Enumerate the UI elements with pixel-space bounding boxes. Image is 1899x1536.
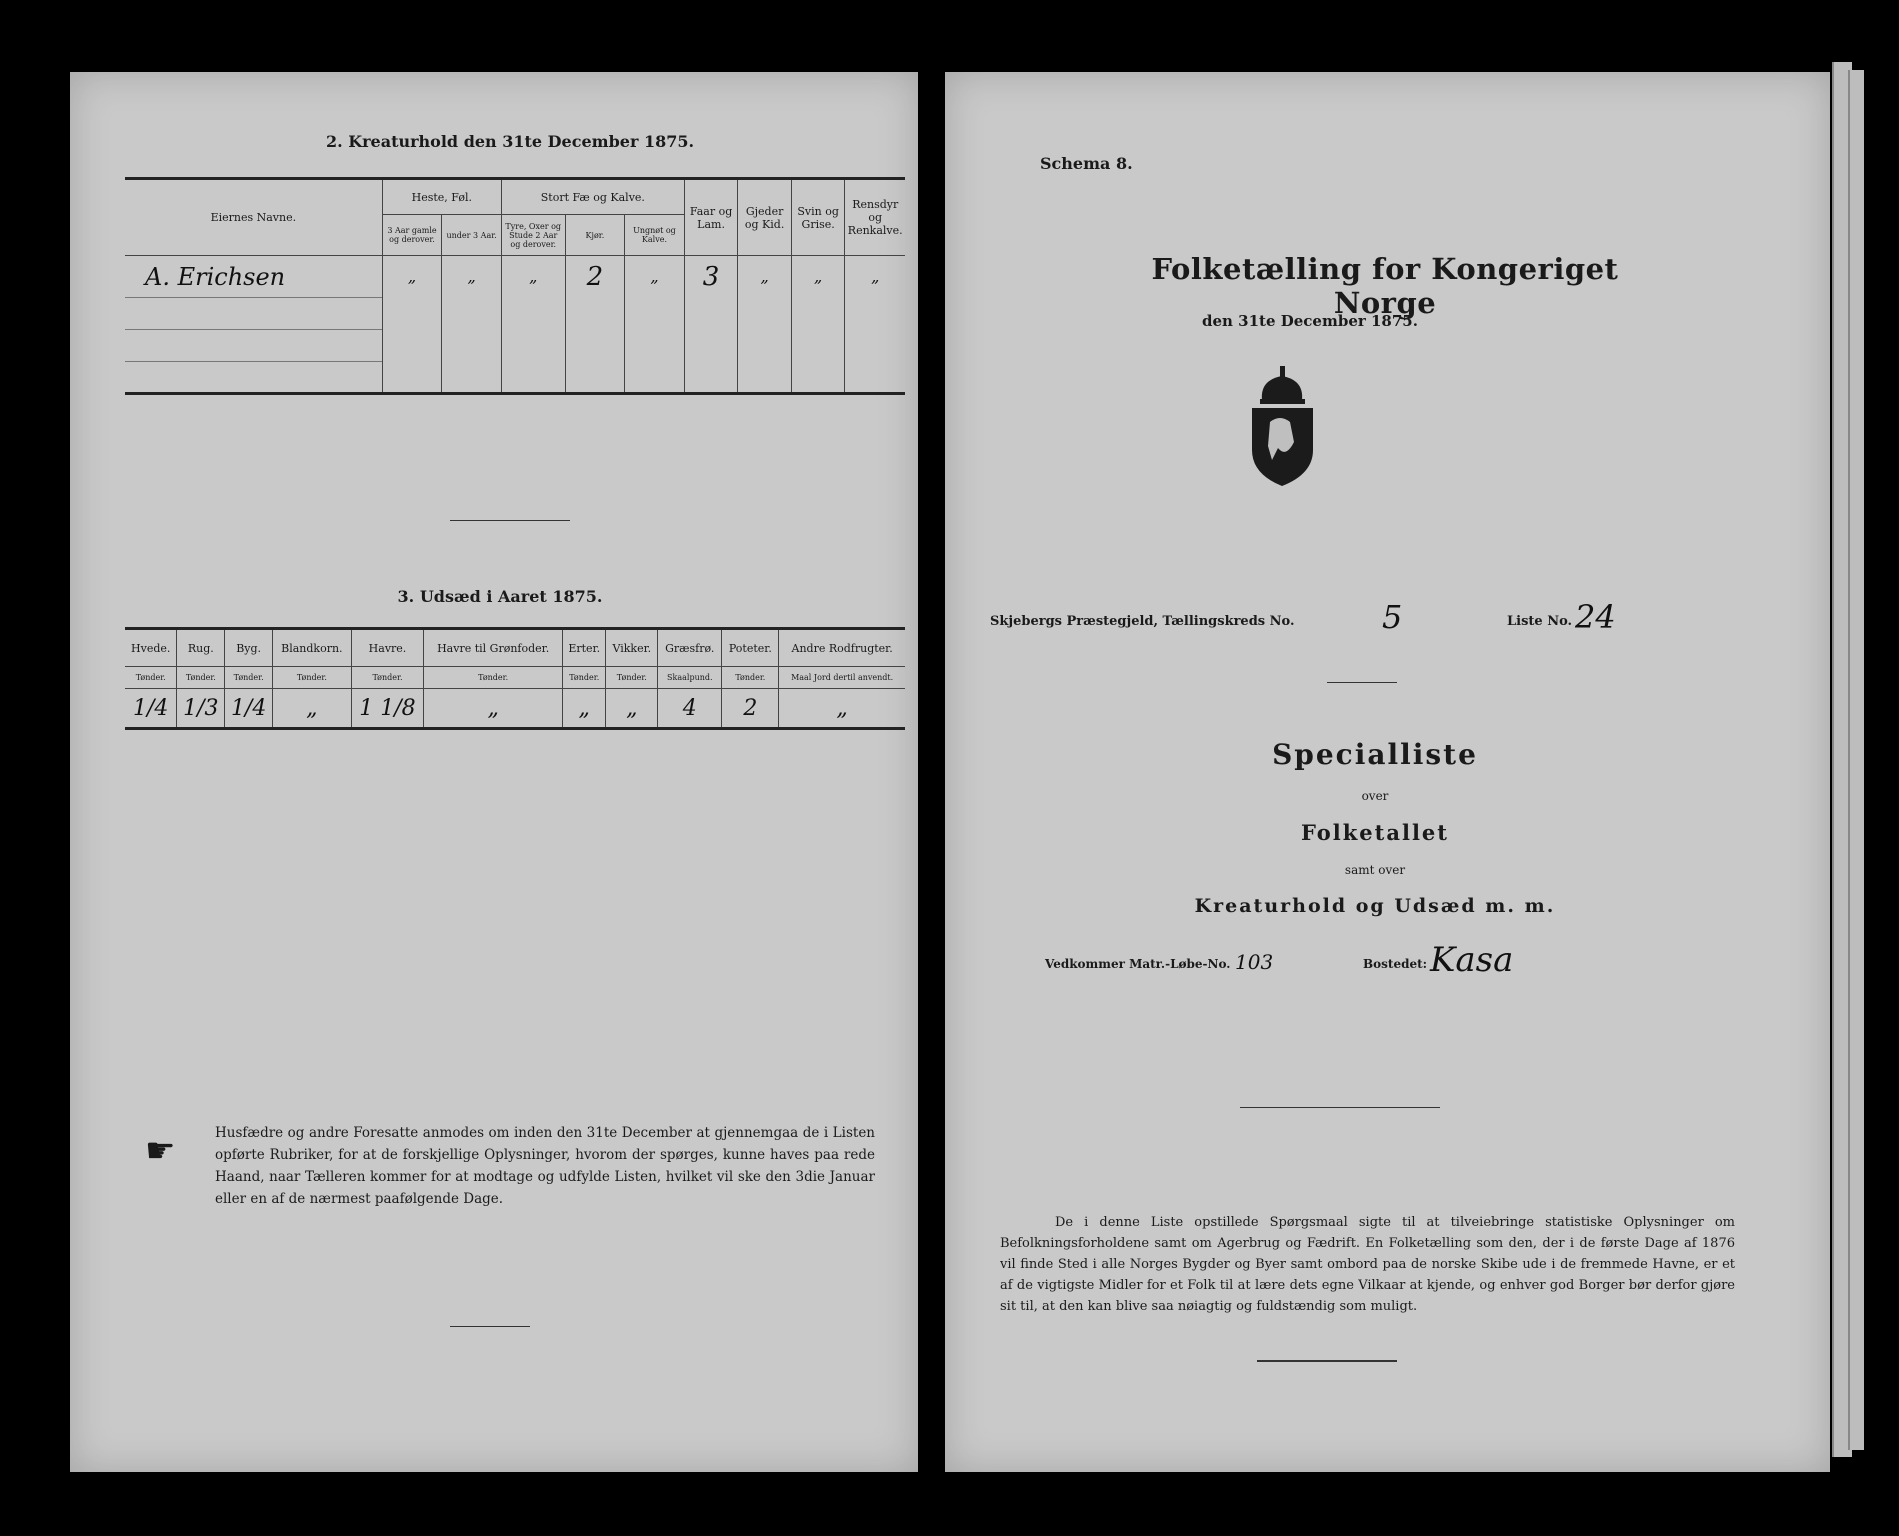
samt-over-label: samt over	[1344, 863, 1406, 877]
table-cell: „	[625, 256, 685, 298]
divider	[450, 520, 570, 521]
divider	[1240, 1107, 1440, 1108]
table-cell: 3	[684, 256, 738, 298]
seed-unit-label: Tønder.	[351, 667, 424, 689]
seed-unit-label: Maal Jord dertil anvendt.	[779, 667, 905, 689]
over-label: over	[1361, 789, 1389, 803]
page-edge	[1848, 70, 1864, 1450]
table-cell: „	[791, 256, 845, 298]
seed-value-cell: „	[606, 689, 658, 729]
horses-sub-header: under 3 Aar.	[442, 215, 502, 256]
seed-column-header: Hvede.	[125, 629, 177, 667]
table-cell: „	[382, 256, 442, 298]
cattle-header: Stort Fæ og Kalve.	[501, 179, 684, 215]
owner-header: Eiernes Navne.	[125, 179, 382, 256]
table-cell: „	[501, 256, 565, 298]
pigs-header: Svin og Grise.	[791, 179, 845, 256]
seed-value-cell: 4	[658, 689, 722, 729]
horses-header: Heste, Føl.	[382, 179, 501, 215]
table-cell: „	[845, 256, 905, 298]
seed-value-cell: „	[273, 689, 352, 729]
seed-value-cell: 1/4	[125, 689, 177, 729]
reindeer-header: Rensdyr og Renkalve.	[845, 179, 905, 256]
seed-column-header: Andre Rodfrugter.	[779, 629, 905, 667]
seed-unit-label: Tønder.	[273, 667, 352, 689]
owner-name: A. Erichsen	[125, 256, 382, 298]
page-subtitle: den 31te December 1875.	[1202, 312, 1418, 330]
seed-column-header: Havre.	[351, 629, 424, 667]
matr-label: Vedkommer Matr.-Løbe-No.	[1045, 957, 1231, 971]
seed-unit-label: Tønder.	[722, 667, 779, 689]
divider	[450, 1326, 530, 1327]
seed-unit-label: Skaalpund.	[658, 667, 722, 689]
goats-header: Gjeder og Kid.	[738, 179, 792, 256]
table-cell: „	[738, 256, 792, 298]
liste-number: 24	[1575, 598, 1616, 636]
seed-unit-label: Tønder.	[177, 667, 225, 689]
sheep-header: Faar og Lam.	[684, 179, 738, 256]
parish-label: Skjebergs Præstegjeld, Tællingskreds No.	[990, 614, 1295, 629]
seed-column-header: Havre til Grønfoder.	[424, 629, 563, 667]
seed-unit-label: Tønder.	[125, 667, 177, 689]
seed-column-header: Byg.	[225, 629, 273, 667]
divider	[1257, 1360, 1397, 1362]
liste-label: Liste No.	[1507, 614, 1573, 629]
left-page	[70, 72, 918, 1472]
divider	[1327, 682, 1397, 683]
coat-of-arms-icon	[1240, 362, 1325, 492]
matr-number: 103	[1235, 950, 1274, 974]
table-cell: „	[442, 256, 502, 298]
seed-value-cell: 1/3	[177, 689, 225, 729]
livestock-table	[125, 177, 905, 398]
kreaturhold-heading: Kreaturhold og Udsæd m. m.	[1194, 895, 1556, 917]
kreds-number: 5	[1382, 598, 1403, 636]
horses-sub-header: 3 Aar gamle og derover.	[382, 215, 442, 256]
seed-unit-label: Tønder.	[225, 667, 273, 689]
right-page	[945, 72, 1830, 1472]
folketallet-heading: Folketallet	[1301, 820, 1449, 845]
cattle-sub-header: Kjør.	[565, 215, 625, 256]
seed-table	[125, 627, 905, 733]
seed-column-header: Rug.	[177, 629, 225, 667]
pointing-hand-icon: ☛	[145, 1131, 176, 1171]
section2-title: 2. Kreaturhold den 31te December 1875.	[325, 132, 695, 151]
specialliste-heading: Specialliste	[1272, 738, 1478, 771]
seed-column-header: Græsfrø.	[658, 629, 722, 667]
seed-unit-label: Tønder.	[424, 667, 563, 689]
seed-column-header: Erter.	[562, 629, 606, 667]
seed-column-header: Vikker.	[606, 629, 658, 667]
bostedet-value: Kasa	[1430, 940, 1514, 980]
seed-value-cell: „	[424, 689, 563, 729]
seed-column-header: Poteter.	[722, 629, 779, 667]
table-cell: 2	[565, 256, 625, 298]
seed-value-cell: „	[779, 689, 905, 729]
section3-title: 3. Udsæd i Aaret 1875.	[397, 587, 603, 606]
bostedet-label: Bostedet:	[1363, 957, 1428, 971]
cattle-sub-header: Ungnøt og Kalve.	[625, 215, 685, 256]
seed-unit-label: Tønder.	[562, 667, 606, 689]
intro-text: De i denne Liste opstillede Spørgsmaal sigte til at tilveiebringe statistiske Oplysninger om Befolkningsforholdene samt om Agerbrug og Fædrift. En Folketælling som den, der i de første Dage af 1876 vil finde Sted i alle Norges Bygder og Byer samt ombord paa de norske Skibe ude i de fremmede Havne, er et af de vigtigste Midler for et Folk til at lære dets egne Vilkaar at kjende, og enhver god Borger bør derfor gjøre sit til, at den kan blive saa nøiagtig og fuldstændig som muligt.	[1000, 1215, 1735, 1314]
seed-column-header: Blandkorn.	[273, 629, 352, 667]
seed-value-cell: 1/4	[225, 689, 273, 729]
seed-value-cell: „	[562, 689, 606, 729]
notice-text: Husfædre og andre Foresatte anmodes om inden den 31te December at gjennemgaa de i Listen opførte Rubriker, for at de forskjellige Oplysninger, hvorom der spørges, kunne haves paa rede Haand, naar Tælleren kommer for at modtage og udfylde Listen, hvilket vil ske den 3die Januar eller en af de nærmest paafølgende Dage.	[215, 1125, 875, 1207]
schema-label: Schema 8.	[1040, 154, 1133, 173]
seed-unit-label: Tønder.	[606, 667, 658, 689]
cattle-sub-header: Tyre, Oxer og Stude 2 Aar og derover.	[501, 215, 565, 256]
seed-value-cell: 1 1/8	[351, 689, 424, 729]
page-title: Folketælling for Kongeriget Norge	[1151, 252, 1619, 320]
seed-value-cell: 2	[722, 689, 779, 729]
